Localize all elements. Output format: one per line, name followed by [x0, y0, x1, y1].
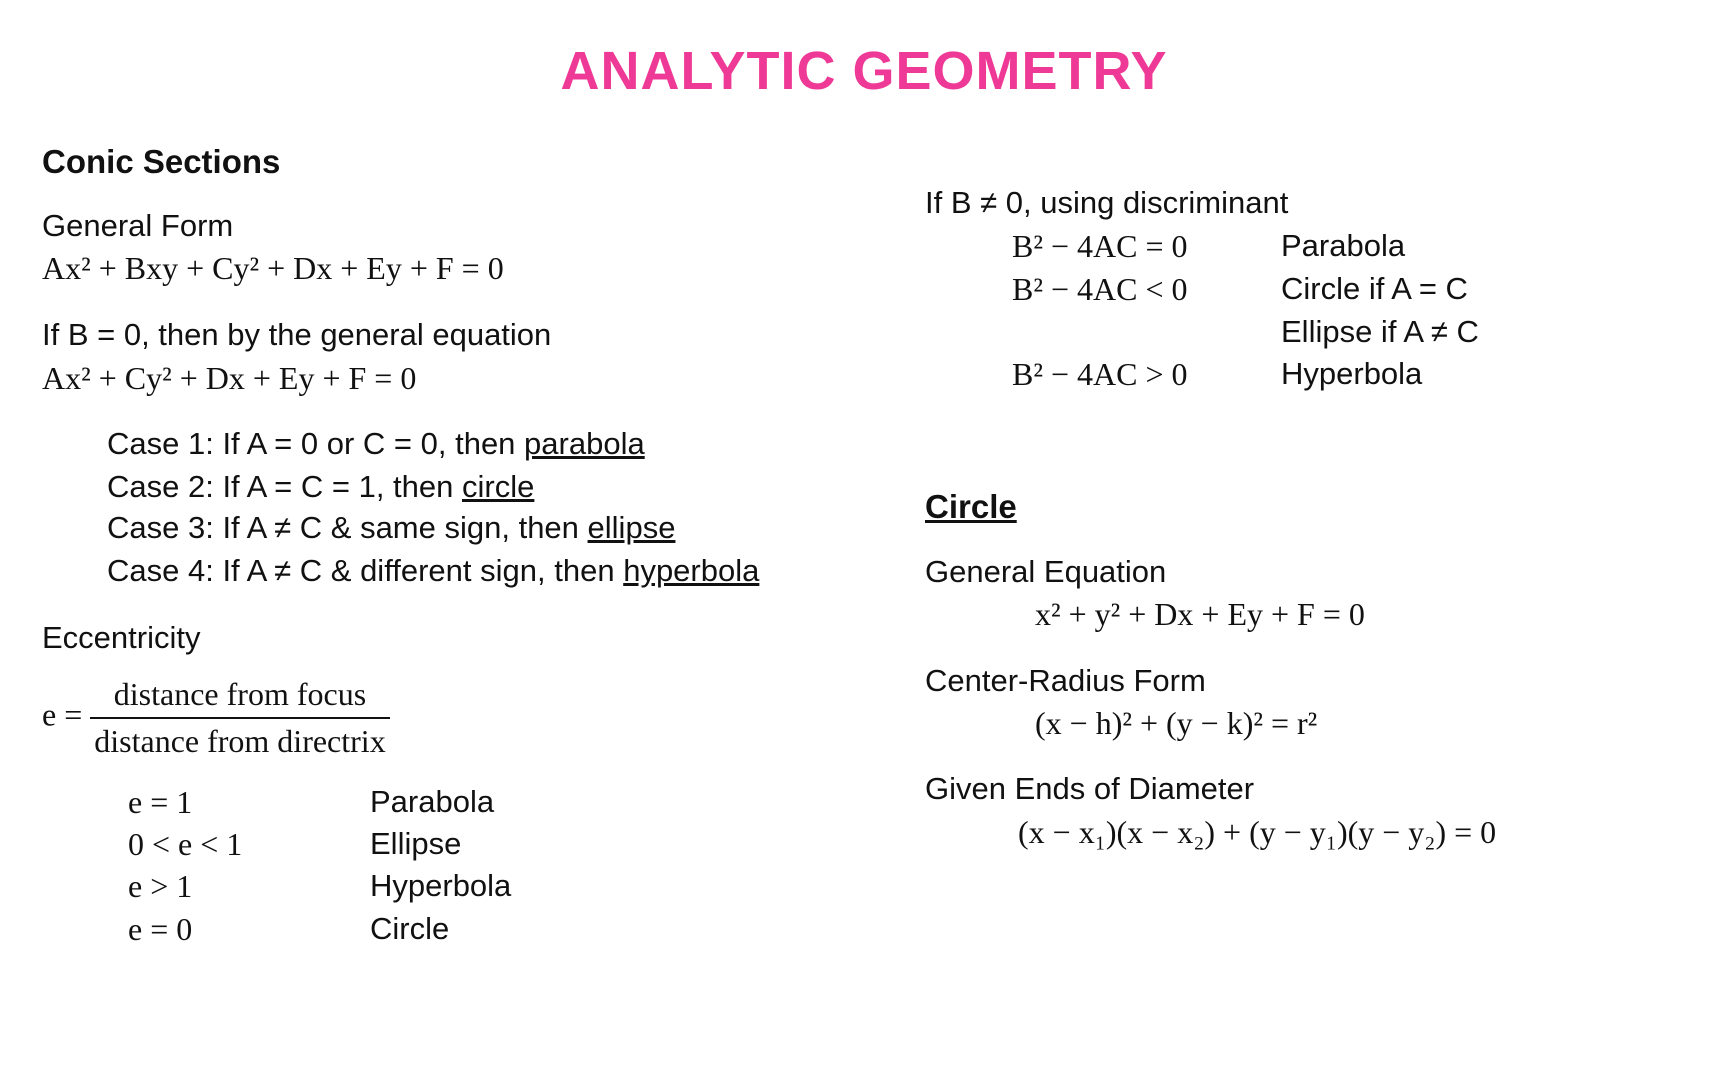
case-text: Case 1: If A = 0 or C = 0, then — [107, 426, 516, 461]
general-equation-label: General Equation — [925, 554, 1167, 589]
general-form-equation: Ax² + Bxy + Cy² + Dx + Ey + F = 0 — [42, 250, 504, 286]
ecc-lhs: e = — [42, 696, 83, 733]
case-result: circle — [462, 469, 535, 504]
b-zero-text: If B = 0, then by the general equation — [42, 317, 552, 352]
page-title: ANALYTIC GEOMETRY — [560, 41, 1168, 101]
case-result: ellipse — [587, 510, 676, 545]
case-item — [107, 426, 645, 462]
ecc-denominator: distance from directrix — [94, 723, 386, 759]
ecc-shape: Hyperbola — [370, 868, 512, 903]
case-result: parabola — [524, 426, 645, 461]
section-heading-conic: Conic Sections — [42, 143, 281, 180]
diameter-equation: (x − x₁)(x − x₂) + (y − y₁)(y − y₂) = 0 — [1018, 814, 1497, 850]
disc-shape: Ellipse if A ≠ C — [1281, 314, 1479, 349]
case-result: hyperbola — [623, 553, 760, 588]
ecc-condition: 0 < e < 1 — [128, 826, 243, 862]
disc-shape: Hyperbola — [1281, 356, 1423, 391]
ecc-shape: Parabola — [370, 784, 495, 819]
disc-condition: B² − 4AC > 0 — [1012, 356, 1188, 392]
disc-condition: B² − 4AC < 0 — [1012, 271, 1188, 307]
ecc-condition: e = 0 — [128, 911, 193, 947]
disc-condition: B² − 4AC = 0 — [1012, 228, 1188, 264]
section-heading-circle: Circle — [925, 488, 1017, 525]
ecc-shape: Circle — [370, 911, 450, 946]
case-text: Case 4: If A ≠ C & different sign, then — [107, 553, 615, 588]
center-radius-equation: (x − h)² + (y − k)² = r² — [1035, 705, 1318, 741]
discriminant-intro: If B ≠ 0, using discriminant — [925, 185, 1289, 220]
case-item — [107, 510, 675, 546]
ecc-condition: e = 1 — [128, 784, 193, 820]
case-text: Case 3: If A ≠ C & same sign, then — [107, 510, 579, 545]
diameter-label: Given Ends of Diameter — [925, 771, 1255, 806]
case-item — [107, 553, 759, 589]
general-form-label: General Form — [42, 208, 234, 243]
general-equation: x² + y² + Dx + Ey + F = 0 — [1035, 596, 1365, 632]
eccentricity-formula — [42, 676, 390, 760]
disc-shape: Circle if A = C — [1281, 271, 1468, 306]
ecc-numerator: distance from focus — [90, 676, 389, 719]
b-zero-equation: Ax² + Cy² + Dx + Ey + F = 0 — [42, 360, 417, 396]
eccentricity-label: Eccentricity — [42, 620, 201, 655]
ecc-condition: e > 1 — [128, 868, 193, 904]
ecc-shape: Ellipse — [370, 826, 462, 861]
disc-shape: Parabola — [1281, 228, 1406, 263]
ecc-fraction — [90, 676, 389, 760]
case-text: Case 2: If A = C = 1, then — [107, 469, 454, 504]
case-item — [107, 469, 534, 505]
center-radius-label: Center-Radius Form — [925, 663, 1206, 698]
